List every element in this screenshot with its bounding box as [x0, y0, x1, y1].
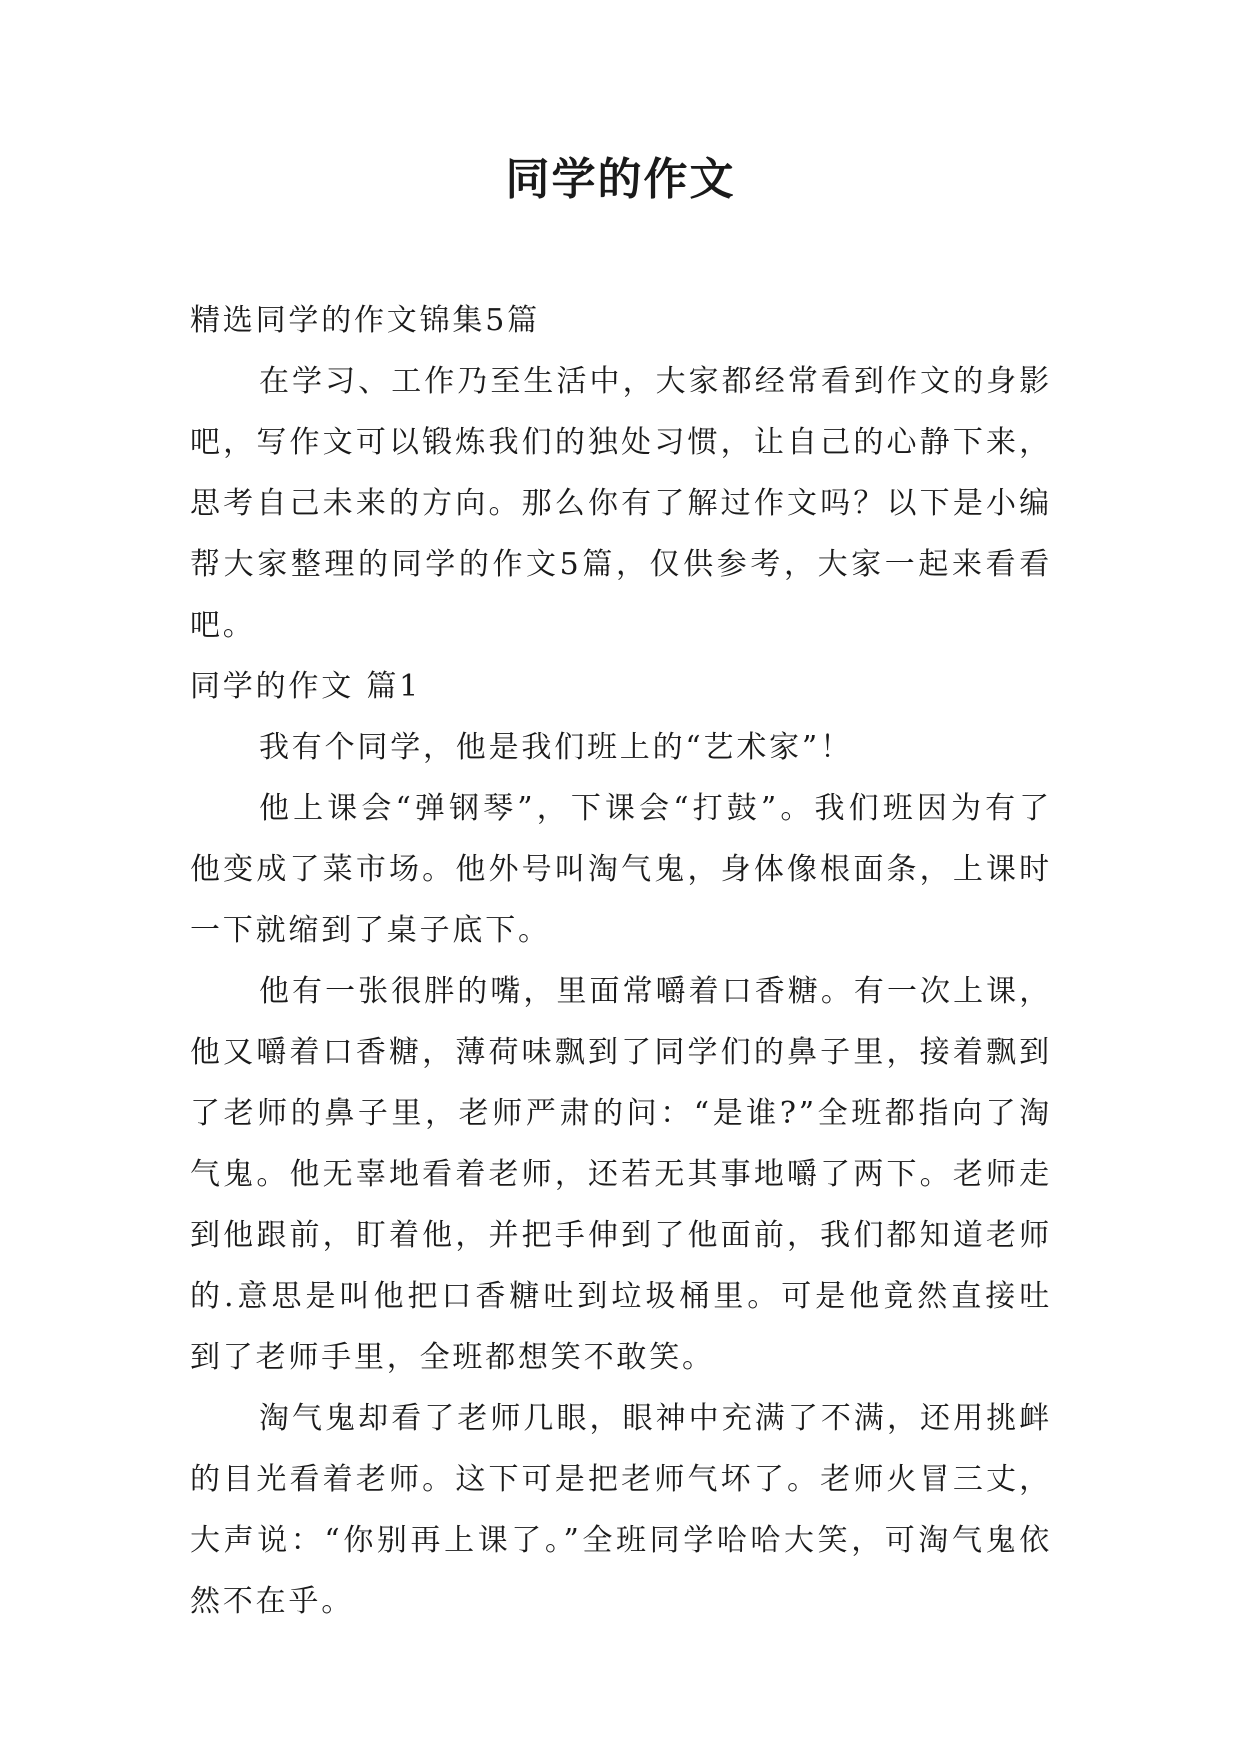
intro-paragraph: 在学习、工作乃至生活中，大家都经常看到作文的身影吧，写作文可以锻炼我们的独处习惯，让自己的心静下来，思考自己未来的方向。那么你有了解过作文吗？以下是小编帮大家整理的同学的作文5篇，仅供参考，大家一起来看看吧。 [190, 364, 1052, 643]
collection-subtitle: 精选同学的作文锦集5篇 [190, 303, 540, 338]
section-heading: 同学的作文 篇1 [190, 669, 422, 704]
document-body [190, 290, 1052, 1632]
body-paragraph: 我有个同学，他是我们班上的“艺术家”！ [259, 730, 853, 765]
body-paragraph: 他上课会“弹钢琴”，下课会“打鼓”。我们班因为有了他变成了菜市场。他外号叫淘气鬼，身体像根面条，上课时一下就缩到了桌子底下。 [190, 791, 1052, 948]
document-title: 同学的作文 [505, 154, 736, 205]
body-paragraph: 淘气鬼却看了老师几眼，眼神中充满了不满，还用挑衅的目光看着老师。这下可是把老师气坏了。老师火冒三丈，大声说：“你别再上课了。”全班同学哈哈大笑，可淘气鬼依然不在乎。 [190, 1401, 1052, 1619]
body-paragraph: 他有一张很胖的嘴，里面常嚼着口香糖。有一次上课，他又嚼着口香糖，薄荷味飘到了同学们的鼻子里，接着飘到了老师的鼻子里，老师严肃的问：“是谁?”全班都指向了淘气鬼。他无辜地看着老师，还若无其事地嚼了两下。老师走到他跟前，盯着他，并把手伸到了他面前，我们都知道老师的.意思是叫他把口香糖吐到垃圾桶里。可是他竟然直接吐到了老师手里，全班都想笑不敢笑。 [190, 974, 1052, 1375]
